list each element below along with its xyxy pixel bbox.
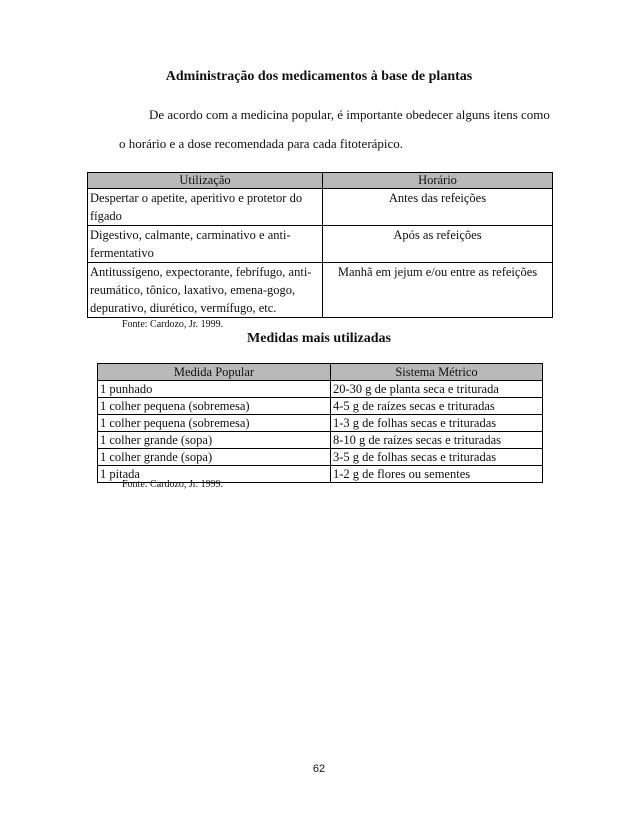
cell-medida: 1 punhado <box>98 381 331 398</box>
table-row <box>98 415 543 432</box>
table-row <box>88 189 553 226</box>
cell-medida: 1 colher grande (sopa) <box>98 449 331 466</box>
table-header-row <box>98 364 543 381</box>
cell-horario: Antes das refeições <box>323 189 553 226</box>
table-row <box>98 398 543 415</box>
cell-horario: Manhã em jejum e/ou entre as refeições <box>323 263 553 318</box>
table-row <box>98 449 543 466</box>
cell-medida: 1 colher pequena (sobremesa) <box>98 415 331 432</box>
page-title: Administração dos medicamentos à base de plantas <box>165 69 473 84</box>
cell-metrico: 1-2 g de flores ou sementes <box>331 466 543 483</box>
usage-schedule-table <box>87 172 553 318</box>
cell-horario: Após as refeições <box>323 226 553 263</box>
cell-medida: 1 pitada <box>98 466 331 483</box>
table-header-row <box>88 173 553 189</box>
column-header-sistema-metrico: Sistema Métrico <box>331 364 543 381</box>
cell-metrico: 1-3 g de folhas secas e trituradas <box>331 415 543 432</box>
cell-utilizacao: Despertar o apetite, aperitivo e protetor do fígado <box>88 189 323 226</box>
table-row <box>98 381 543 398</box>
cell-medida: 1 colher grande (sopa) <box>98 432 331 449</box>
column-header-medida-popular: Medida Popular <box>98 364 331 381</box>
column-header-utilizacao: Utilização <box>88 173 323 189</box>
measures-table <box>97 363 543 483</box>
cell-metrico: 3-5 g de folhas secas e trituradas <box>331 449 543 466</box>
cell-utilizacao: Antitussígeno, expectorante, febrífugo, anti-reumático, tônico, laxativo, emena-gogo, depurativo, diurético, vermífugo, etc. <box>88 263 323 318</box>
table2-source-caption: Fonte: Cardozo, Jr. 1999. <box>122 479 224 490</box>
column-header-horario: Horário <box>323 173 553 189</box>
cell-metrico: 20-30 g de planta seca e triturada <box>331 381 543 398</box>
page-number: 62 <box>312 763 326 775</box>
cell-metrico: 4-5 g de raízes secas e trituradas <box>331 398 543 415</box>
intro-paragraph-line-1: De acordo com a medicina popular, é importante obedecer alguns itens como <box>149 107 550 122</box>
table1-source-caption: Fonte: Cardozo, Jr. 1999. <box>122 319 224 330</box>
table-row <box>88 263 553 318</box>
intro-paragraph-line-2: o horário e a dose recomendada para cada fitoterápico. <box>119 136 404 151</box>
section-subtitle: Medidas mais utilizadas <box>247 331 391 346</box>
table-row <box>98 432 543 449</box>
cell-medida: 1 colher pequena (sobremesa) <box>98 398 331 415</box>
table-row <box>88 226 553 263</box>
cell-utilizacao: Digestivo, calmante, carminativo e anti-fermentativo <box>88 226 323 263</box>
cell-metrico: 8-10 g de raízes secas e trituradas <box>331 432 543 449</box>
